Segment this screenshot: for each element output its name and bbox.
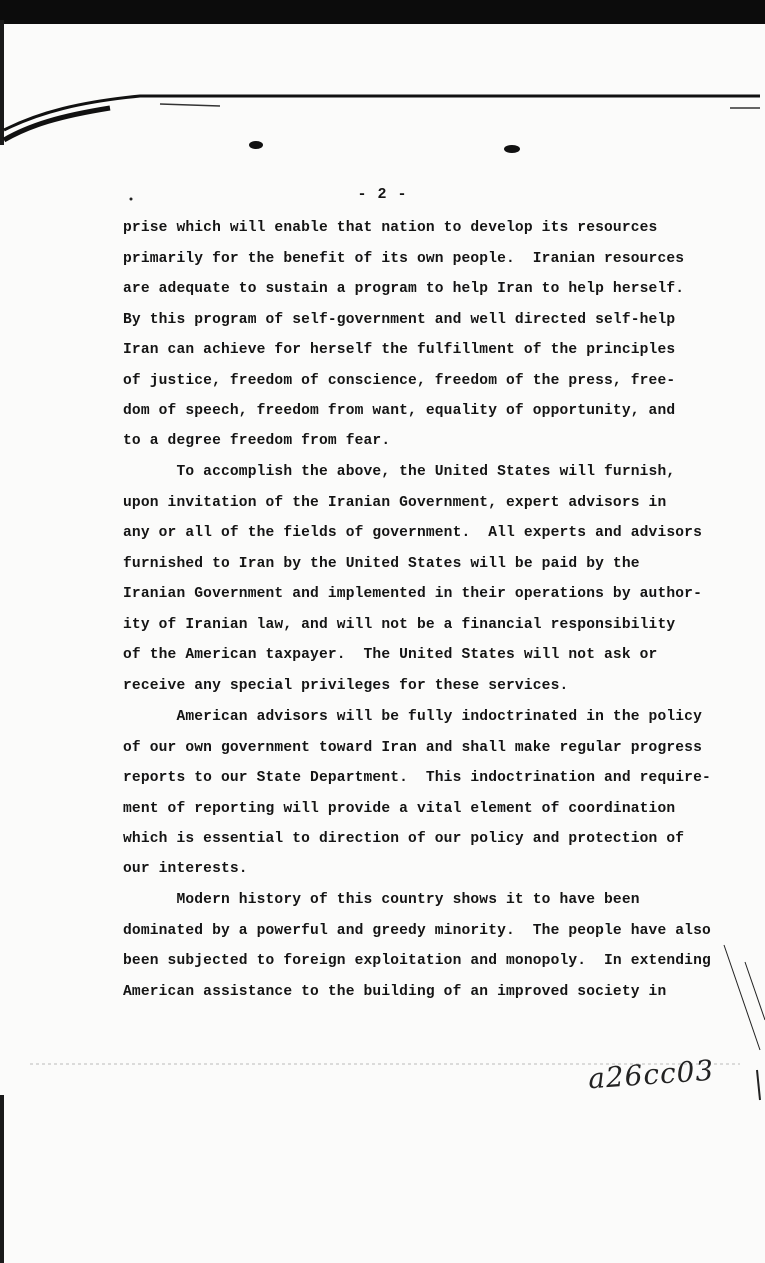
text-line: of the American taxpayer. The United States will not ask or — [123, 647, 658, 663]
text-line: our interests. — [123, 861, 248, 877]
text-line: To accomplish the above, the United States will furnish, — [123, 464, 676, 480]
page-number: - 2 - — [357, 186, 408, 203]
text-line: reports to our State Department. This indoctrination and require- — [123, 770, 711, 786]
text-line: furnished to Iran by the United States will be paid by the — [123, 556, 640, 572]
text-line: primarily for the benefit of its own people. Iranian resources — [123, 251, 685, 267]
text-line: ity of Iranian law, and will not be a financial responsibility — [123, 617, 676, 633]
text-line: By this program of self-government and well directed self-help — [123, 312, 676, 328]
text-line: Modern history of this country shows it to have been — [123, 892, 640, 908]
text-line: any or all of the fields of government. All experts and advisors — [123, 525, 702, 541]
text-line: of our own government toward Iran and shall make regular progress — [123, 740, 702, 756]
text-line: Iran can achieve for herself the fulfillment of the principles — [123, 342, 676, 358]
text-line: receive any special privileges for these services. — [123, 678, 569, 694]
text-line: dom of speech, freedom from want, equality of opportunity, and — [123, 403, 676, 419]
text-line: which is essential to direction of our policy and protection of — [123, 831, 685, 847]
text-line: prise which will enable that nation to develop its resources — [123, 220, 658, 236]
text-line: to a degree freedom from fear. — [123, 433, 391, 449]
text-line: Iranian Government and implemented in their operations by author- — [123, 586, 702, 602]
text-line: American assistance to the building of an improved society in — [123, 984, 667, 1000]
text-line: been subjected to foreign exploitation and monopoly. In extending — [123, 953, 711, 969]
text-line: of justice, freedom of conscience, freedom of the press, free- — [123, 373, 676, 389]
text-line: upon invitation of the Iranian Government, expert advisors in — [123, 495, 667, 511]
text-line: American advisors will be fully indoctrinated in the policy — [123, 709, 702, 725]
handwritten-reference-note: a26cc03 — [587, 1053, 716, 1096]
text-line: dominated by a powerful and greedy minority. The people have also — [123, 923, 711, 939]
text-line: ment of reporting will provide a vital element of coordination — [123, 801, 676, 817]
text-line: are adequate to sustain a program to help Iran to help herself. — [123, 281, 685, 297]
